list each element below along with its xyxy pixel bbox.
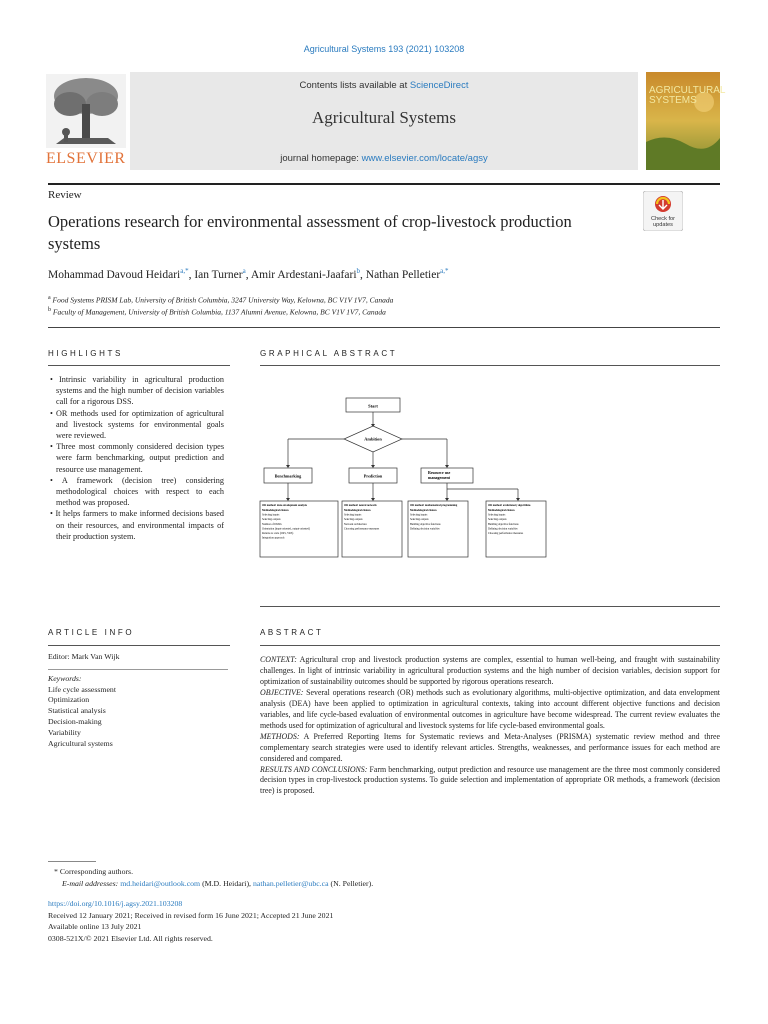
author-sup[interactable]: a,* xyxy=(180,267,189,275)
flowchart-method-line: Selecting outputs xyxy=(262,518,281,522)
flowchart-method-line: Methodological choices xyxy=(262,509,289,512)
author[interactable] xyxy=(366,269,449,281)
flowchart-method-line: Defining decision variables xyxy=(410,527,440,531)
flowchart-arrowheads xyxy=(286,424,520,501)
keywords-label: Keywords: xyxy=(48,673,82,683)
author-name: Mohammad Davoud Heidari xyxy=(48,268,181,281)
abstract-label: METHODS: xyxy=(260,731,300,741)
keyword: Variability xyxy=(48,727,81,737)
flowchart-method-line: Selecting inputs xyxy=(410,513,428,517)
flowchart-method-line: Returns to scale (CRS, VRS) xyxy=(262,532,294,535)
flowchart-method-line: Selecting outputs xyxy=(488,518,507,522)
publisher-logo-text: ELSEVIER xyxy=(46,150,126,167)
flowchart-method-line: Methodological choices xyxy=(344,509,371,512)
sciencedirect-link[interactable]: ScienceDirect xyxy=(409,80,469,91)
author-separator: , xyxy=(360,268,366,281)
abstract-text: Several operations research (OR) methods such as evolutionary algorithms, multi-objective optimization, and data envelopment analysis (DEA) have been applied to optimization in agricultural contexts, taking into account different objective functions and decision variables, and life cycle-based evaluation of environmental outcomes in agriculture have become widespread. The current review evaluates the methods used for optimization of agricultural and livestock systems for life cycle-based environmental goals. xyxy=(260,687,720,730)
received-dates: Received 12 January 2021; Received in revised form 16 June 2021; Accepted 21 June 2021 xyxy=(48,910,334,920)
journal-homepage-line xyxy=(130,153,638,164)
highlight-item: • OR methods used for optimization of agricultural and livestock systems for environmental goals were reviewed. xyxy=(50,408,224,441)
affiliation-text: Faculty of Management, University of British Columbia, 1137 Alumni Avenue, Kelowna, BC V1V 1V7, Canada xyxy=(52,307,386,317)
copyright: 0308-521X/© 2021 Elsevier Ltd. All rights reserved. xyxy=(48,933,213,943)
flowchart-method-line: Number of DMUs xyxy=(262,522,282,526)
doi-link[interactable]: https://doi.org/10.1016/j.agsy.2021.103208 xyxy=(48,899,183,908)
flowchart-method-title: OR method: evolutionary algorithms xyxy=(488,504,531,507)
graphical-abstract-bottom-rule xyxy=(260,606,720,607)
author-name: Nathan Pelletier xyxy=(365,268,441,281)
article-title: Operations research for environmental assessment of crop-livestock production systems xyxy=(48,212,572,253)
article-type: Review xyxy=(48,189,82,201)
author-name: Ian Turner xyxy=(194,268,243,281)
contents-line xyxy=(130,80,638,91)
graphical-abstract-flowchart xyxy=(258,392,548,562)
flowchart-method-line: Integration approach xyxy=(262,536,285,540)
highlight-text: Three most commonly considered decision types were farm benchmarking, output prediction and resource use management. xyxy=(56,442,225,474)
highlight-text: It helps farmers to make informed decisions based on their resources, and environmental impacts of their production system. xyxy=(55,509,224,541)
check-for-updates-icon[interactable] xyxy=(643,191,683,231)
flowchart-method-line: Network architecture xyxy=(344,522,367,526)
abstract-text: A Preferred Reporting Items for Systematic reviews and Meta-Analyses (PRISMA) systematic review method and three complementary search strategies were used to identify relevant articles. Strengths, weaknesses, and performance issues for each method are considered and compared. xyxy=(260,731,720,763)
keyword: Life cycle assessment xyxy=(48,684,116,694)
flowchart-method-line: Methodological choices xyxy=(410,509,437,512)
flowchart-connectors xyxy=(288,412,518,500)
section-divider xyxy=(48,327,720,328)
highlight-item: • Three most commonly considered decision types were farm benchmarking, output prediction and resource use management. xyxy=(50,442,225,474)
affiliation-sup: a xyxy=(48,295,51,301)
corresponding-note: * Corresponding authors. xyxy=(54,867,134,876)
email-owner: (N. Pelletier). xyxy=(328,879,374,888)
graphical-abstract-rule xyxy=(260,365,720,366)
footnotes xyxy=(48,866,728,890)
contents-prefix: Contents lists available at xyxy=(299,80,410,91)
article-info-heading: ARTICLE INFO xyxy=(48,628,135,637)
highlight-item: • Intrinsic variability in agricultural production systems and the high number of decision variables call for a rigorous DSS. xyxy=(50,375,224,407)
publication-info xyxy=(48,898,728,944)
author-sup[interactable]: b xyxy=(356,267,361,275)
flowchart-method-line: Selecting inputs xyxy=(262,513,280,517)
author[interactable] xyxy=(48,269,189,281)
highlight-text: A framework (decision tree) considering methodological choices with respect to each method was proposed. xyxy=(56,475,224,508)
email-owner: (M.D. Heidari), xyxy=(200,879,253,888)
author-name: Amir Ardestani-Jaafari xyxy=(250,268,357,281)
highlight-text: OR methods used for optimization of agricultural and livestock systems for environmental goals were reviewed. xyxy=(55,408,224,441)
keyword: Agricultural systems xyxy=(48,738,113,748)
highlight-text: Intrinsic variability in agricultural production systems and the high number of decision variables call for a rigorous DSS. xyxy=(56,375,224,407)
affiliation xyxy=(48,307,728,317)
highlight-item: • A framework (decision tree) considering methodological choices with respect to each method was proposed. xyxy=(50,475,224,508)
homepage-prefix: journal homepage: xyxy=(280,153,362,164)
journal-name: Agricultural Systems xyxy=(311,108,456,127)
flowchart-method-line: Selecting inputs xyxy=(344,513,362,517)
keyword: Statistical analysis xyxy=(48,706,106,716)
flowchart-ambition-label: Ambition xyxy=(364,436,382,442)
article-info-block xyxy=(48,652,228,749)
abstract-label: CONTEXT: xyxy=(260,655,297,664)
flowchart-method-title: OR method: mathematical programming xyxy=(410,504,458,507)
flowchart-branch-label: Prediction xyxy=(363,473,383,479)
flowchart-branch-label-part: management xyxy=(428,475,450,480)
flowchart-branch-label: Benchmarking xyxy=(274,473,302,479)
abstract-text: Agricultural crop and livestock production systems are complex, essential to human well-being, and fraught with sustainability challenges. In light of intrinsic variability in agricultural production systems and the high number of decision variables, decision support for optimization of sustainability outcomes should be supported by rigorous operations research. xyxy=(260,655,720,686)
available-online: Available online 13 July 2021 xyxy=(48,922,142,932)
affiliation-text: Food Systems PRISM Lab, University of British Columbia, 3247 University Way, Kelowna, BC V1V 1V7, Canada xyxy=(52,295,394,305)
affiliation xyxy=(48,295,728,305)
keyword: Optimization xyxy=(48,695,90,705)
footnote-divider xyxy=(48,861,96,862)
flowchart-method-line: Methodological choices xyxy=(488,509,515,512)
author[interactable] xyxy=(194,269,245,281)
header-divider xyxy=(48,183,720,185)
article-info-rule xyxy=(48,645,230,646)
flowchart-method-title: OR method: data envelopment analysis xyxy=(262,504,308,507)
author[interactable] xyxy=(251,269,360,281)
cover-title: AGRICULTURAL SYSTEMS xyxy=(649,85,726,106)
article-info-inner-rule xyxy=(48,669,228,670)
abstract-paragraph xyxy=(260,688,720,732)
check-badge-line-2: updates xyxy=(653,222,673,228)
author-separator: , xyxy=(188,268,195,281)
flowchart-start-label: Start xyxy=(368,403,378,409)
flowchart-method-line: Defining decision variables xyxy=(488,527,518,531)
editor-line: Editor: Mark Van Wijk xyxy=(48,652,120,661)
affiliation-sup: b xyxy=(48,307,51,313)
abstract-label: OBJECTIVE: xyxy=(260,687,304,697)
highlights-rule xyxy=(48,365,230,366)
email-link-heidari[interactable]: md.heidari@outlook.com xyxy=(120,879,201,888)
flowchart-method-line: Selecting outputs xyxy=(344,518,363,522)
graphical-abstract-heading: GRAPHICAL ABSTRACT xyxy=(260,349,398,358)
highlights-list xyxy=(48,374,224,542)
journal-homepage-link[interactable]: www.elsevier.com/locate/agsy xyxy=(361,153,488,164)
flowchart-method-boxes xyxy=(260,501,546,557)
highlight-item: • It helps farmers to make informed decisions based on their resources, and environmental impacts of their production system. xyxy=(50,509,224,541)
flowchart-method-line: Building objective functions xyxy=(488,522,519,526)
email-line xyxy=(48,878,728,890)
abstract-paragraph xyxy=(260,765,720,798)
highlights-heading: HIGHLIGHTS xyxy=(48,349,123,358)
flowchart-branch-label-part: Resource use xyxy=(428,470,451,475)
flowchart-method-line: Orientation (input-oriented, output-oriented) xyxy=(262,527,310,531)
abstract-paragraph xyxy=(260,732,720,765)
flowchart-method-line: Selecting outputs xyxy=(410,518,429,522)
journal-citation-link[interactable]: Agricultural Systems 193 (2021) 103208 xyxy=(303,44,465,54)
email-label: E-mail addresses: xyxy=(62,879,119,888)
keyword: Decision-making xyxy=(48,716,102,726)
flowchart-method-line: Choosing performance measures xyxy=(344,527,380,531)
flowchart-method-line: Choosing performance measures xyxy=(488,532,524,535)
abstract-paragraph xyxy=(260,655,720,688)
abstract-rule xyxy=(260,645,720,646)
author-sup[interactable]: a,* xyxy=(440,267,449,275)
check-badge-line-1: Check for xyxy=(651,216,675,222)
flowchart-method-line: Selecting inputs xyxy=(488,513,506,517)
flowchart-method-title: OR method: neural network xyxy=(344,504,377,507)
author-separator: , xyxy=(245,268,251,281)
flowchart-method-line: Building objective functions xyxy=(410,522,441,526)
email-link-pelletier[interactable]: nathan.pelletier@ubc.ca xyxy=(252,879,329,888)
abstract-label: RESULTS AND CONCLUSIONS: xyxy=(260,764,368,774)
abstract-body xyxy=(260,655,720,797)
author-list xyxy=(48,267,728,281)
abstract-text: Farm benchmarking, output prediction and resource use management are the three most commonly considered decision types in crop-livestock production systems. To guide selection and implementation of appropriate OR methods, a framework (decision tree) is proposed. xyxy=(260,764,720,796)
abstract-heading: ABSTRACT xyxy=(260,628,324,637)
flowchart-branch-label xyxy=(428,470,451,480)
author-sup[interactable]: a xyxy=(242,267,246,275)
